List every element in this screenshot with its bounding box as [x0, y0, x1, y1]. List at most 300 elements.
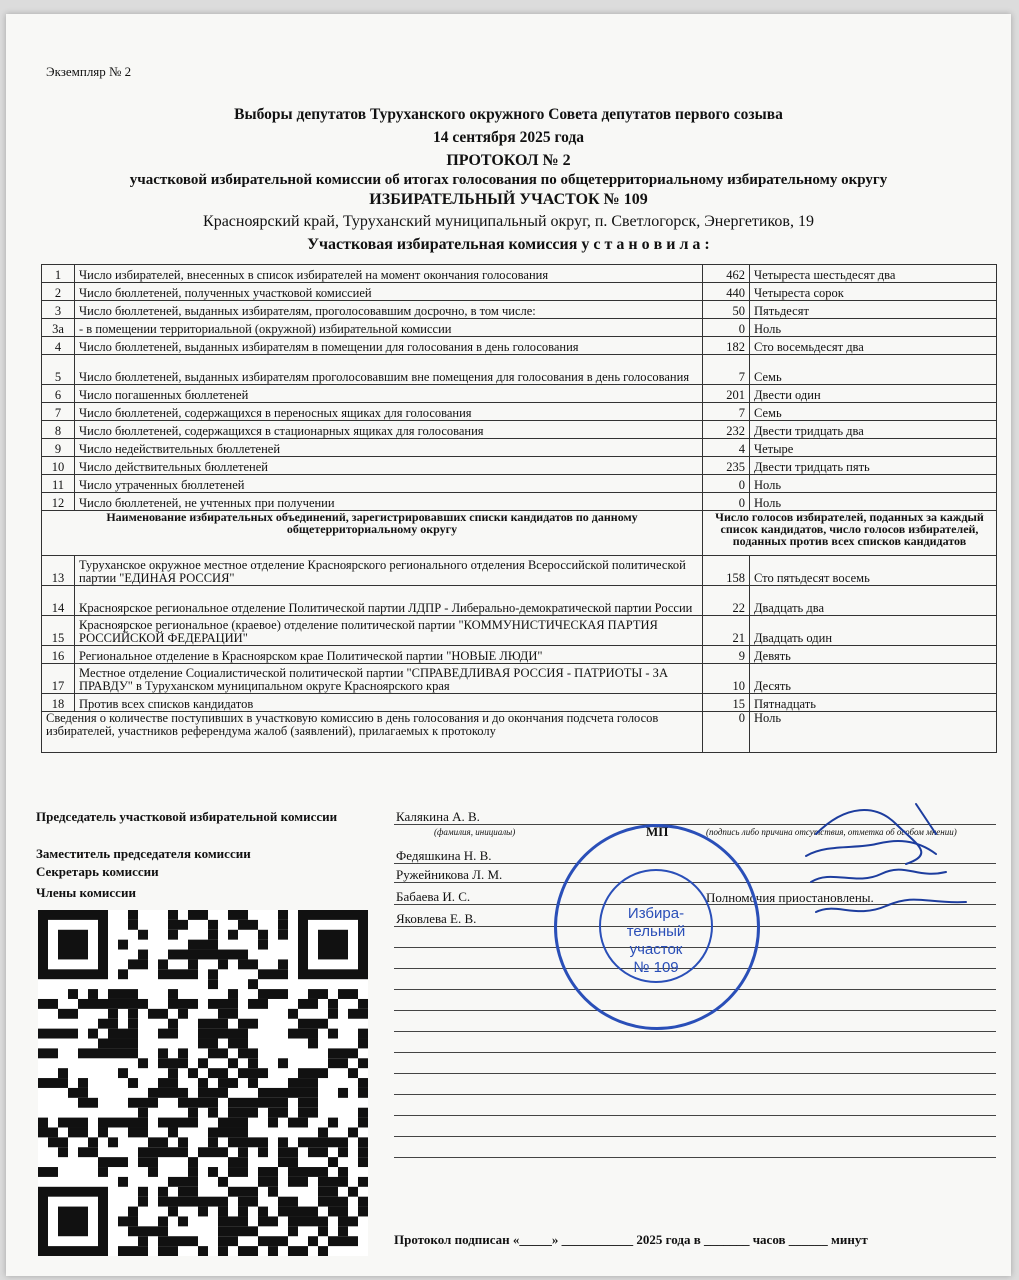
secretary-label: Секретарь комиссии	[36, 864, 159, 879]
qr-module	[128, 1009, 138, 1019]
qr-module	[158, 969, 168, 979]
qr-module	[228, 1029, 238, 1039]
qr-module	[348, 1236, 358, 1246]
row-value: 7	[703, 403, 750, 421]
qr-module	[298, 1088, 308, 1098]
qr-module	[278, 910, 288, 920]
qr-module	[128, 1048, 138, 1058]
row-value-words: Пятнадцать	[750, 694, 997, 712]
qr-module	[208, 1048, 218, 1058]
qr-module	[228, 1137, 238, 1147]
chair-label: Председатель участковой избирательной комиссии	[36, 809, 338, 824]
qr-module	[68, 1127, 78, 1137]
qr-module	[158, 1226, 168, 1236]
row-value: 21	[703, 616, 750, 646]
qr-module	[288, 1157, 298, 1167]
protocol-number: ПРОТОКОЛ № 2	[446, 152, 571, 169]
qr-module	[68, 1009, 78, 1019]
row-description: Число избирателей, внесенных в список избирателей на момент окончания голосования	[75, 265, 703, 283]
qr-module	[208, 1147, 218, 1157]
table-row	[42, 457, 997, 475]
qr-module	[168, 989, 178, 999]
qr-module	[68, 1118, 78, 1128]
qr-module	[78, 1098, 88, 1108]
qr-module	[158, 1088, 168, 1098]
qr-module	[328, 1029, 338, 1039]
qr-module	[98, 999, 108, 1009]
qr-module	[288, 1246, 298, 1256]
qr-module	[158, 1147, 168, 1157]
qr-module	[288, 1216, 298, 1226]
qr-module	[78, 1127, 88, 1137]
table-row	[42, 301, 997, 319]
row-number: 7	[42, 403, 75, 421]
member-1-name: Бабаева И. С.	[396, 889, 471, 904]
qr-module	[118, 1048, 128, 1058]
row-number: 8	[42, 421, 75, 439]
table-row	[42, 265, 997, 283]
row-value-words: Двадцать два	[750, 586, 997, 616]
qr-module	[128, 989, 138, 999]
qr-module	[138, 950, 148, 960]
qr-module	[238, 1147, 248, 1157]
qr-module	[348, 1068, 358, 1078]
qr-module	[178, 1236, 188, 1246]
qr-module	[308, 989, 318, 999]
qr-module	[358, 1157, 368, 1167]
qr-module	[258, 1068, 268, 1078]
qr-module	[228, 1187, 238, 1197]
row-value: 158	[703, 556, 750, 586]
qr-module	[238, 1039, 248, 1049]
qr-module	[78, 1147, 88, 1157]
qr-module	[38, 1029, 48, 1039]
table-row	[42, 694, 997, 712]
qr-module	[128, 1207, 138, 1217]
qr-module	[168, 920, 178, 930]
complaints-value: 0	[703, 712, 750, 753]
qr-module	[218, 1147, 228, 1157]
qr-module	[258, 989, 268, 999]
qr-module	[168, 999, 178, 1009]
qr-module	[298, 1137, 308, 1147]
qr-module	[228, 1226, 238, 1236]
member-2-name: Яковлева Е. В.	[396, 911, 477, 926]
qr-module	[288, 1118, 298, 1128]
row-value-words: Сто пятьдесят восемь	[750, 556, 997, 586]
signature-stroke	[811, 870, 946, 882]
qr-module	[318, 1068, 328, 1078]
party-header-section	[42, 511, 997, 556]
qr-module	[138, 930, 148, 940]
qr-module	[178, 1177, 188, 1187]
row-description: Красноярское региональное отделение Политической партии ЛДПР - Либерально-демократической партии России	[75, 586, 703, 616]
qr-module	[78, 999, 88, 1009]
qr-module	[168, 1029, 178, 1039]
qr-module	[358, 1197, 368, 1207]
table-row	[42, 646, 997, 664]
qr-module	[288, 1078, 298, 1088]
qr-module	[188, 1157, 198, 1167]
qr-module	[308, 1236, 318, 1246]
qr-module	[218, 1068, 228, 1078]
qr-module	[128, 1039, 138, 1049]
qr-module	[208, 1088, 218, 1098]
complaints-words: Ноль	[750, 712, 997, 753]
qr-module	[358, 999, 368, 1009]
qr-module	[128, 1226, 138, 1236]
row-description: Число действительных бюллетеней	[75, 457, 703, 475]
hint-name: (фамилия, инициалы)	[434, 827, 516, 837]
qr-module	[328, 1157, 338, 1167]
qr-module	[188, 1108, 198, 1118]
qr-module	[238, 1187, 248, 1197]
stamp-center-text	[601, 905, 711, 977]
qr-module	[338, 1058, 348, 1068]
qr-module	[168, 1068, 178, 1078]
qr-module	[198, 1019, 208, 1029]
qr-module	[228, 1009, 238, 1019]
qr-module	[198, 1078, 208, 1088]
qr-module	[168, 1236, 178, 1246]
qr-module	[308, 1207, 318, 1217]
qr-module	[238, 910, 248, 920]
qr-module	[248, 959, 258, 969]
qr-module	[48, 1048, 58, 1058]
qr-module	[258, 940, 268, 950]
row-value: 440	[703, 283, 750, 301]
qr-module	[268, 1236, 278, 1246]
qr-module	[288, 1088, 298, 1098]
qr-module	[128, 1078, 138, 1088]
qr-module	[248, 1048, 258, 1058]
qr-module	[188, 1118, 198, 1128]
stamp-line: участок	[629, 941, 683, 958]
qr-module	[258, 1167, 268, 1177]
qr-module	[168, 969, 178, 979]
table-row	[42, 355, 997, 385]
qr-module	[178, 950, 188, 960]
table-row	[42, 556, 997, 586]
deputy-label: Заместитель председателя комиссии	[36, 846, 251, 861]
qr-module	[288, 1177, 298, 1187]
qr-module	[208, 1019, 218, 1029]
qr-module	[328, 1236, 338, 1246]
qr-module	[258, 1177, 268, 1187]
qr-module	[218, 1088, 228, 1098]
qr-module	[168, 1127, 178, 1137]
protocol-subtitle: участковой избирательной комиссии об итогах голосования по общетерриториальному избирательному округу	[129, 172, 888, 188]
election-title: Выборы депутатов Туруханского окружного Совета депутатов первого созыва	[234, 106, 783, 123]
qr-module	[128, 1246, 138, 1256]
qr-module	[318, 1226, 328, 1236]
qr-module	[318, 1127, 328, 1137]
qr-module	[178, 1197, 188, 1207]
qr-module	[218, 950, 228, 960]
qr-module	[158, 1058, 168, 1068]
counts-section	[42, 265, 997, 511]
qr-module	[118, 969, 128, 979]
qr-module	[68, 1029, 78, 1039]
qr-module	[138, 1147, 148, 1157]
qr-module	[268, 1177, 278, 1187]
qr-module	[198, 1058, 208, 1068]
qr-finder	[318, 930, 348, 960]
qr-module	[308, 1068, 318, 1078]
complaints-row	[42, 712, 997, 753]
qr-module	[308, 1167, 318, 1177]
qr-module	[98, 1127, 108, 1137]
qr-module	[198, 950, 208, 960]
qr-module	[108, 1048, 118, 1058]
row-description: Число утраченных бюллетеней	[75, 475, 703, 493]
qr-module	[148, 1157, 158, 1167]
qr-module	[298, 1177, 308, 1187]
qr-module	[298, 1167, 308, 1177]
qr-module	[178, 1058, 188, 1068]
qr-module	[138, 1108, 148, 1118]
qr-module	[338, 1236, 348, 1246]
row-number: 10	[42, 457, 75, 475]
qr-module	[98, 1019, 108, 1029]
row-number: 3а	[42, 319, 75, 337]
qr-module	[198, 910, 208, 920]
row-number: 1	[42, 265, 75, 283]
row-value: 232	[703, 421, 750, 439]
hint-signature: (подпись либо причина отсутствия, отметка об особом мнении)	[706, 827, 957, 837]
qr-module	[358, 1029, 368, 1039]
qr-module	[138, 1118, 148, 1128]
row-value-words: Ноль	[750, 493, 997, 511]
row-description: Красноярское региональное (краевое) отделение политической партии "КОММУНИСТИЧЕСКАЯ ПАРТИЯ РОССИЙСКОЙ ФЕДЕРАЦИИ"	[75, 616, 703, 646]
row-value: 9	[703, 646, 750, 664]
qr-module	[108, 989, 118, 999]
qr-module	[218, 1226, 228, 1236]
qr-module	[248, 1246, 258, 1256]
qr-module	[358, 1009, 368, 1019]
qr-module	[188, 1098, 198, 1108]
qr-module	[298, 999, 308, 1009]
row-number: 3	[42, 301, 75, 319]
qr-module	[208, 920, 218, 930]
qr-module	[338, 1088, 348, 1098]
qr-module	[208, 1108, 218, 1118]
qr-module	[288, 1147, 298, 1157]
qr-module	[278, 1236, 288, 1246]
qr-module	[48, 999, 58, 1009]
row-value-words: Ноль	[750, 319, 997, 337]
qr-module	[138, 959, 148, 969]
qr-module	[238, 1118, 248, 1128]
qr-module	[228, 1098, 238, 1108]
qr-module	[158, 1048, 168, 1058]
qr-module	[218, 1197, 228, 1207]
table-row	[42, 586, 997, 616]
qr-module	[108, 1137, 118, 1147]
qr-module	[238, 920, 248, 930]
qr-module	[168, 1088, 178, 1098]
qr-module	[38, 1127, 48, 1137]
qr-module	[138, 1236, 148, 1246]
qr-code	[38, 910, 368, 1256]
qr-module	[108, 1029, 118, 1039]
qr-module	[108, 1009, 118, 1019]
qr-module	[178, 1137, 188, 1147]
qr-module	[238, 1167, 248, 1177]
qr-module	[58, 1029, 68, 1039]
qr-module	[268, 989, 278, 999]
secretary-name: Ружейникова Л. М.	[396, 867, 503, 882]
signature-stroke	[806, 841, 936, 856]
qr-module	[208, 950, 218, 960]
qr-module	[168, 1246, 178, 1256]
qr-module	[318, 1216, 328, 1226]
qr-module	[88, 989, 98, 999]
qr-module	[108, 999, 118, 1009]
qr-module	[158, 1118, 168, 1128]
qr-module	[48, 1137, 58, 1147]
row-value-words: Четыреста сорок	[750, 283, 997, 301]
qr-module	[208, 1167, 218, 1177]
qr-module	[198, 1207, 208, 1217]
qr-module	[218, 1029, 228, 1039]
qr-module	[148, 1088, 158, 1098]
qr-module	[158, 1137, 168, 1147]
qr-module	[188, 940, 198, 950]
qr-module	[48, 1167, 58, 1177]
qr-module	[278, 920, 288, 930]
complaints-text: Сведения о количестве поступивших в участковую комиссию в день голосования и до окончания подсчета голосов избирателей, участников референдума жалоб (заявлений), прилагаемых к протоколу	[42, 712, 703, 753]
qr-module	[248, 1226, 258, 1236]
qr-module	[348, 1009, 358, 1019]
qr-module	[38, 1167, 48, 1177]
qr-module	[318, 1147, 328, 1157]
qr-module	[78, 1078, 88, 1088]
stamp-line: тельный	[626, 923, 686, 940]
qr-module	[278, 1207, 288, 1217]
qr-module	[238, 1197, 248, 1207]
qr-module	[278, 1098, 288, 1108]
qr-module	[268, 1167, 278, 1177]
qr-module	[38, 1048, 48, 1058]
qr-module	[158, 1078, 168, 1088]
qr-module	[308, 1098, 318, 1108]
results-table	[41, 264, 997, 753]
qr-module	[158, 1187, 168, 1197]
qr-module	[238, 959, 248, 969]
qr-module	[128, 1127, 138, 1137]
qr-module	[208, 1039, 218, 1049]
qr-module	[188, 1187, 198, 1197]
qr-module	[248, 1098, 258, 1108]
qr-module	[38, 999, 48, 1009]
qr-module	[188, 959, 198, 969]
qr-module	[358, 1137, 368, 1147]
qr-module	[258, 999, 268, 1009]
qr-module	[98, 1039, 108, 1049]
row-number: 12	[42, 493, 75, 511]
row-value-words: Семь	[750, 355, 997, 385]
qr-module	[228, 1127, 238, 1137]
row-value-words: Семь	[750, 403, 997, 421]
row-value: 235	[703, 457, 750, 475]
qr-module	[188, 1068, 198, 1078]
stamp-line: Избира-	[627, 905, 685, 922]
row-description: Число бюллетеней, полученных участковой комиссией	[75, 283, 703, 301]
qr-module	[228, 1157, 238, 1167]
row-value: 182	[703, 337, 750, 355]
row-description: Туруханское окружное местное отделение Красноярского регионального отделения Всероссийской политической партии "ЕДИНАЯ РОССИЯ"	[75, 556, 703, 586]
qr-module	[138, 1127, 148, 1137]
qr-module	[228, 999, 238, 1009]
qr-module	[138, 1157, 148, 1167]
complaints-section	[42, 712, 997, 753]
qr-module	[58, 1147, 68, 1157]
qr-module	[298, 1078, 308, 1088]
qr-module	[58, 1078, 68, 1088]
qr-module	[168, 1177, 178, 1187]
row-value-words: Двести один	[750, 385, 997, 403]
qr-finder	[58, 930, 88, 960]
qr-module	[318, 1167, 328, 1177]
qr-module	[88, 1147, 98, 1157]
qr-module	[308, 1019, 318, 1029]
qr-module	[258, 1088, 268, 1098]
qr-module	[278, 930, 288, 940]
qr-module	[228, 1108, 238, 1118]
table-row	[42, 439, 997, 457]
qr-module	[238, 1216, 248, 1226]
table-row	[42, 421, 997, 439]
qr-module	[128, 920, 138, 930]
qr-module	[238, 1068, 248, 1078]
qr-module	[308, 1137, 318, 1147]
qr-module	[238, 1246, 248, 1256]
qr-module	[78, 1048, 88, 1058]
qr-module	[208, 969, 218, 979]
qr-module	[228, 1039, 238, 1049]
qr-module	[358, 1147, 368, 1157]
qr-module	[138, 1187, 148, 1197]
qr-module	[348, 1187, 358, 1197]
table-row	[42, 475, 997, 493]
qr-module	[238, 1137, 248, 1147]
row-value: 15	[703, 694, 750, 712]
qr-module	[358, 1118, 368, 1128]
qr-module	[218, 959, 228, 969]
powers-suspended-note: Полномочия приостановлены.	[706, 890, 874, 905]
qr-module	[338, 1167, 348, 1177]
qr-module	[128, 1118, 138, 1128]
qr-module	[338, 1048, 348, 1058]
qr-module	[188, 1167, 198, 1177]
qr-module	[188, 1236, 198, 1246]
qr-module	[248, 979, 258, 989]
qr-module	[238, 1029, 248, 1039]
qr-module	[338, 1216, 348, 1226]
qr-module	[158, 1236, 168, 1246]
qr-module	[158, 1216, 168, 1226]
qr-module	[228, 989, 238, 999]
qr-module	[198, 1039, 208, 1049]
qr-module	[108, 1039, 118, 1049]
row-number: 16	[42, 646, 75, 664]
row-description: Число бюллетеней, не учтенных при получении	[75, 493, 703, 511]
seal-place-label: МП	[646, 824, 669, 839]
qr-module	[178, 1009, 188, 1019]
table-row	[42, 616, 997, 646]
qr-module	[108, 1157, 118, 1167]
